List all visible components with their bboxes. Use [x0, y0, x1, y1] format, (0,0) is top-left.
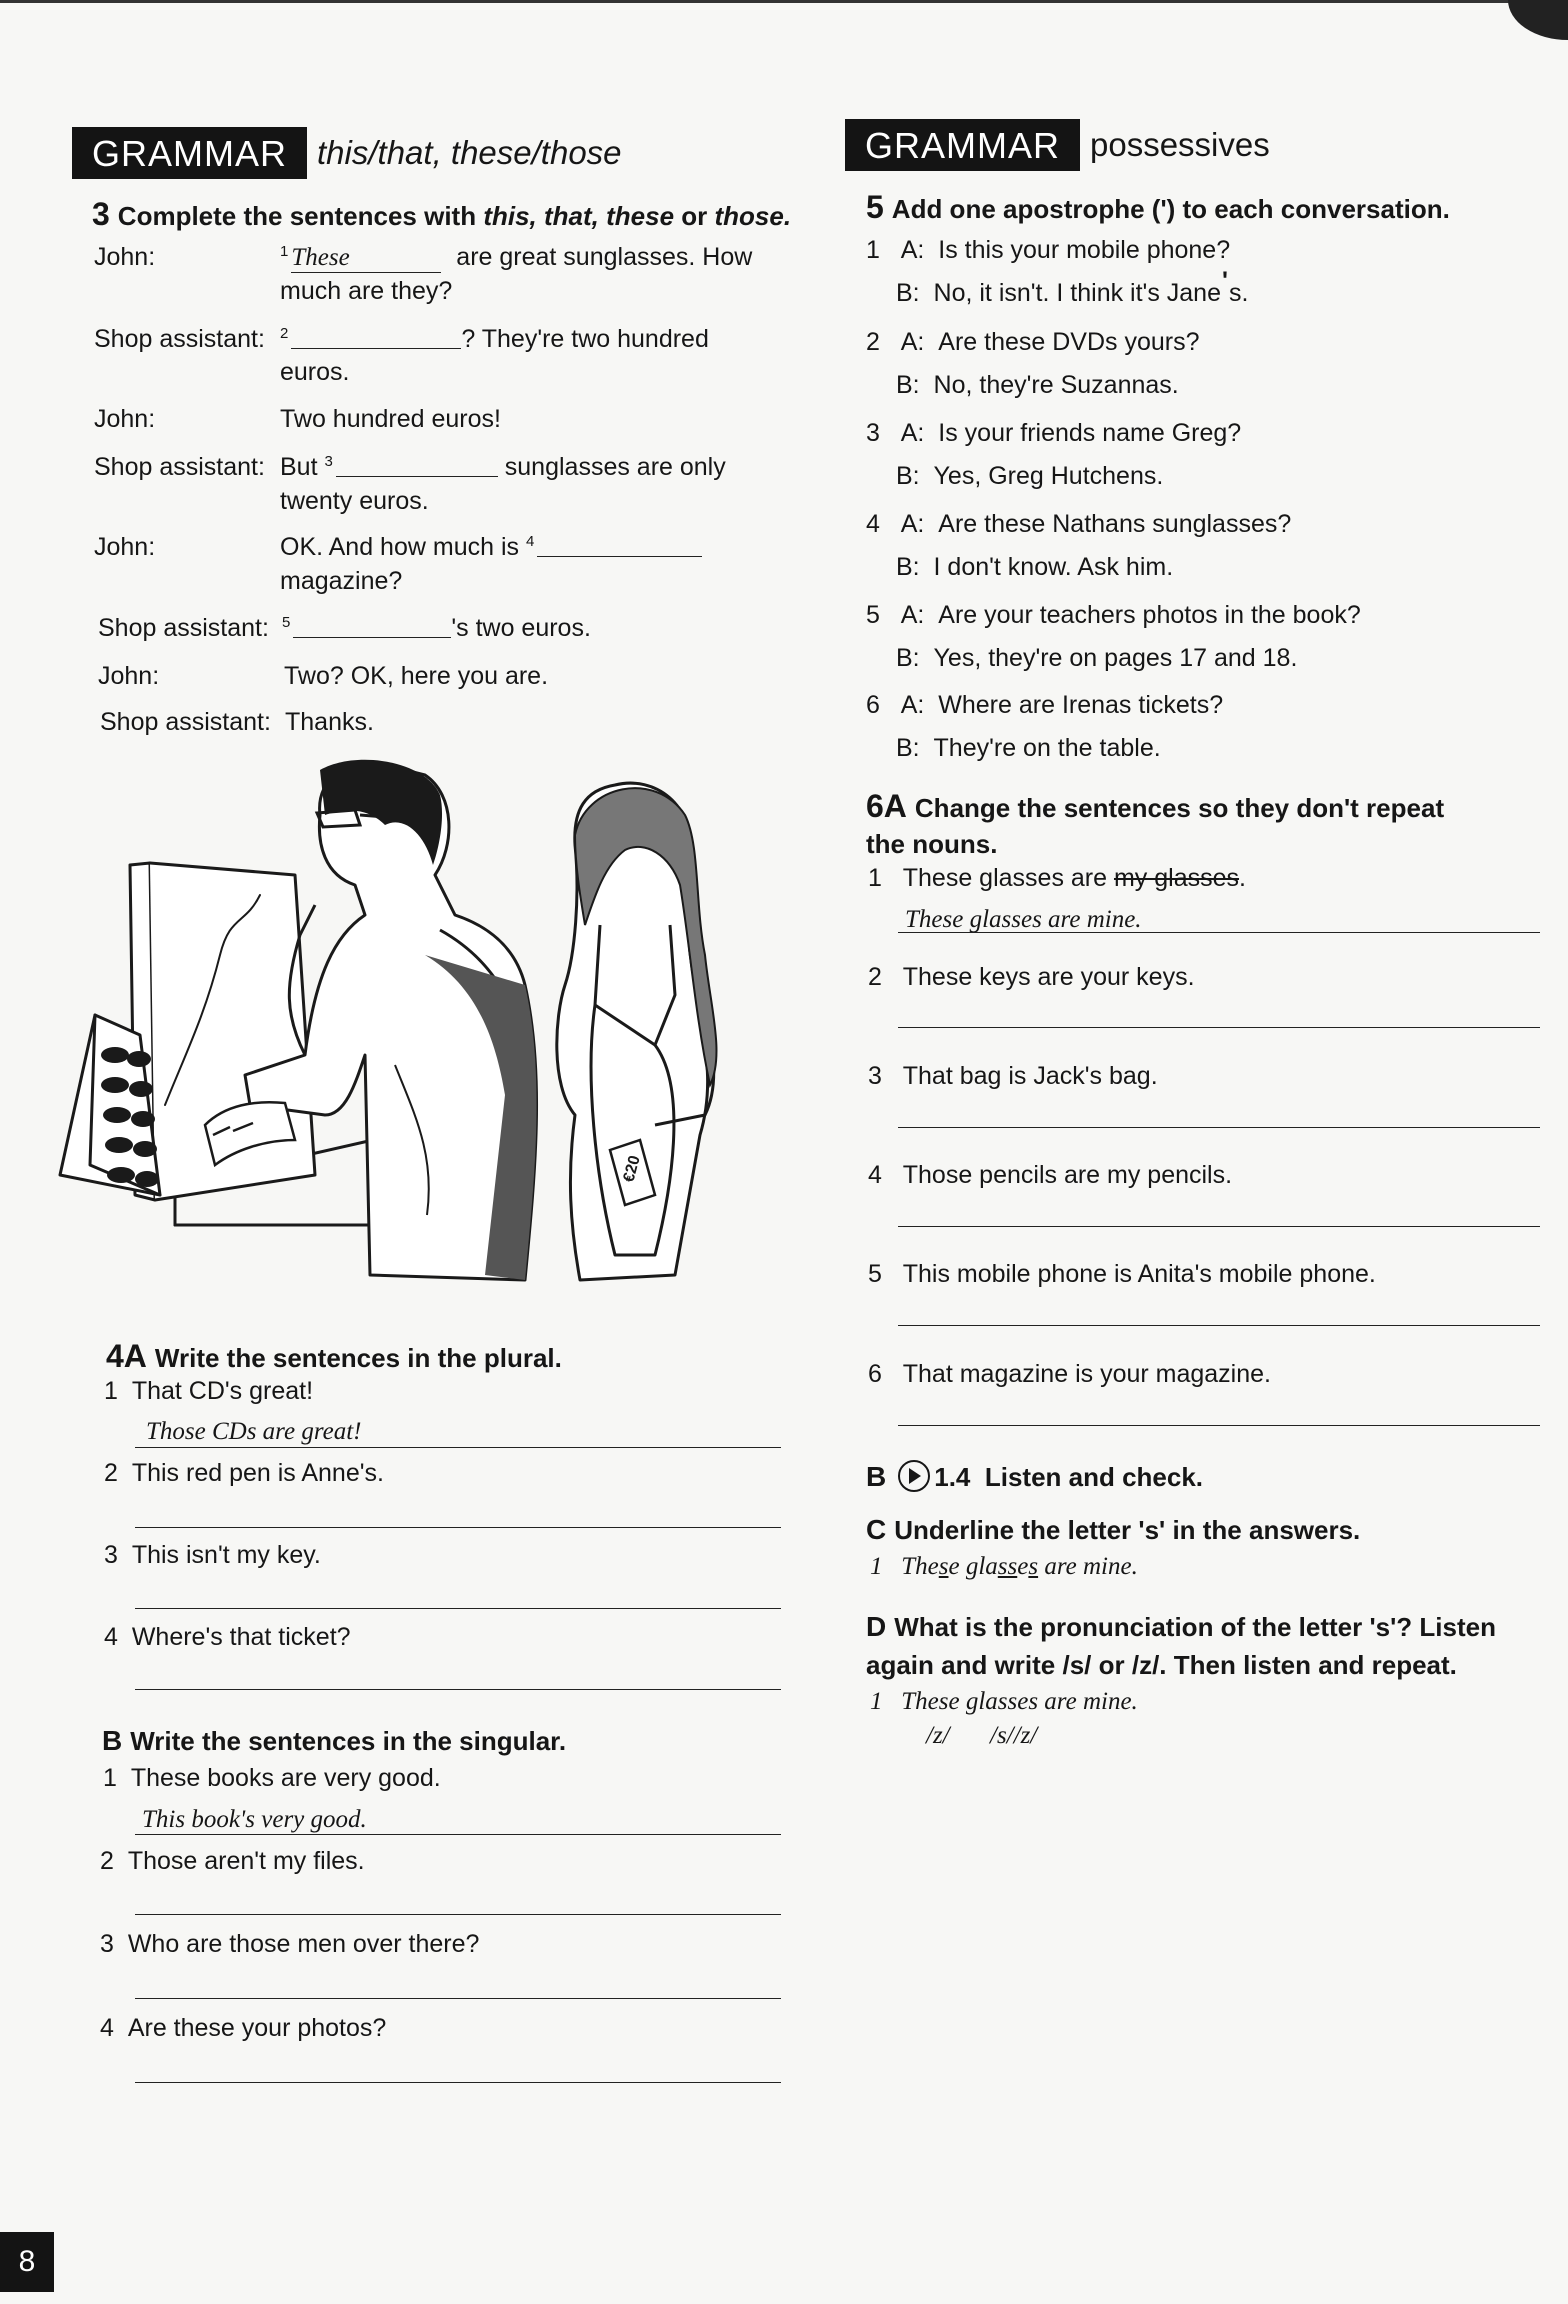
speaker: John:: [98, 662, 160, 690]
speaker: Shop assistant:: [100, 708, 271, 736]
speaker-b: B:: [896, 553, 920, 581]
ex6d-heading: [866, 1611, 1496, 1643]
ex5-heading-text: Add one apostrophe (') to each conversation.: [891, 194, 1450, 224]
answer-line[interactable]: [135, 1527, 781, 1528]
conversation-b: [896, 553, 1173, 582]
item-text: Those pencils are my pencils.: [902, 1161, 1233, 1189]
scan-edge: [0, 0, 1568, 3]
speaker-b: B:: [896, 371, 920, 399]
speaker-b: B:: [896, 279, 920, 307]
answer-blank[interactable]: [291, 244, 441, 273]
answer-blank[interactable]: [291, 328, 461, 349]
item-number: 1: [870, 1688, 883, 1715]
answer-line[interactable]: [898, 1027, 1540, 1028]
track-number: 1.4: [934, 1462, 971, 1492]
item-number: 6: [866, 691, 880, 719]
item-text: Yes, Greg Hutchens.: [933, 462, 1164, 490]
item-number: 1: [104, 1377, 118, 1405]
banner-topic: possessives: [1090, 126, 1270, 163]
struck-text: my glasses: [1113, 864, 1240, 892]
answer-line[interactable]: [898, 1425, 1540, 1426]
item-number: 5: [866, 601, 880, 629]
list-item: [868, 1062, 1158, 1091]
ex4a-heading-text: Write the sentences in the plural.: [154, 1343, 562, 1373]
speaker: Shop assistant:: [98, 614, 269, 642]
shop-illustration: [55, 755, 785, 1285]
speaker: Shop assistant:: [94, 453, 265, 481]
item-text: Is your friends name Greg?: [938, 419, 1242, 447]
example-answer: Those CDs are great!: [146, 1418, 362, 1445]
item-text: Is this your mobile phone?: [938, 236, 1231, 264]
price-tag-text: €20: [620, 1153, 644, 1185]
speaker-b: B:: [896, 734, 920, 762]
item-text: That CD's great!: [131, 1377, 314, 1405]
example-text: e gla: [948, 1553, 998, 1580]
list-item: [100, 1930, 479, 1959]
item-number: 6: [868, 1360, 882, 1388]
conversation-a: [866, 419, 1241, 448]
item-number: 4: [868, 1161, 882, 1189]
dialogue-text: sunglasses are only: [504, 453, 726, 481]
ex6d-answer-1: /z/: [926, 1722, 950, 1749]
item-text: Yes, they're on pages 17 and 18.: [933, 644, 1298, 672]
example-answer: This book's very good.: [142, 1806, 367, 1833]
dialogue-line: Two hundred euros!: [280, 405, 501, 433]
item-text: These keys are your keys.: [902, 963, 1195, 991]
answer-line[interactable]: [898, 1127, 1540, 1128]
speaker: John:: [94, 533, 156, 561]
answer-blank[interactable]: [537, 536, 702, 557]
item-text: s.: [1228, 279, 1249, 307]
item-number: 4: [100, 2014, 114, 2042]
conversation-b: [896, 267, 1249, 308]
example-answer: These glasses are mine.: [905, 906, 1142, 933]
item-number: 4: [866, 510, 880, 538]
dialogue-cont: twenty euros.: [280, 487, 429, 515]
ex6c-number: C: [866, 1514, 887, 1545]
item-number: 2: [866, 328, 880, 356]
item-number: 3: [868, 1062, 882, 1090]
ex6b-number: B: [866, 1461, 887, 1492]
conversation-a: [866, 510, 1291, 539]
list-item: [868, 963, 1195, 992]
item-text: Are these Nathans sunglasses?: [938, 510, 1292, 538]
answer-blank[interactable]: [293, 617, 451, 638]
item-text: No, it isn't. I think it's Jane: [933, 279, 1221, 307]
ex6c-heading: [866, 1514, 1360, 1546]
ex4a-heading: [106, 1338, 562, 1375]
conversation-a: [866, 691, 1223, 720]
example-text: are mine.: [1038, 1553, 1138, 1580]
list-item: [104, 1623, 351, 1652]
list-item: [868, 1260, 1376, 1289]
dialogue-cont: much are they?: [280, 277, 453, 305]
ex6a-heading: [866, 788, 1444, 825]
banner-label: GRAMMAR: [845, 119, 1080, 171]
underlined-s: ss: [997, 1553, 1018, 1580]
speaker-b: B:: [896, 462, 920, 490]
ex4b-heading: [102, 1725, 566, 1757]
item-number: 1: [868, 864, 882, 892]
conversation-b: [896, 644, 1297, 673]
speaker: Shop assistant:: [94, 325, 265, 353]
ex5-number: 5: [866, 189, 884, 225]
ex6d-heading-line1: What is the pronunciation of the letter 's'? Listen: [894, 1612, 1496, 1642]
item-text: This mobile phone is Anita's mobile phone.: [902, 1260, 1376, 1288]
answer-line[interactable]: [135, 1834, 781, 1835]
item-text: Are these DVDs yours?: [938, 328, 1200, 356]
ex6d-heading-line2: again and write /s/ or /z/. Then listen and repeat.: [866, 1650, 1457, 1680]
grammar-banner-left: [72, 127, 622, 179]
dialogue-text: OK. And how much is: [280, 533, 520, 561]
speaker-a: A:: [900, 691, 925, 719]
ex6d-example: [870, 1688, 1138, 1716]
conversation-b: [896, 462, 1163, 491]
ex3-heading-or: or: [674, 201, 715, 231]
ex6a-heading-line2: the nouns.: [866, 829, 998, 859]
list-item: [100, 2014, 386, 2043]
list-item: [868, 1161, 1232, 1190]
dialogue-text: 's two euros.: [451, 614, 591, 642]
example-answer: These: [291, 244, 350, 271]
underlined-s: s: [938, 1553, 949, 1580]
example-text: e: [1017, 1553, 1029, 1580]
answer-line[interactable]: [135, 1447, 781, 1448]
item-number: 3: [104, 1541, 118, 1569]
ex6a-number: 6A: [866, 788, 907, 824]
ex3-number: 3: [92, 196, 110, 232]
item-text: Who are those men over there?: [127, 1930, 480, 1958]
dialogue-cont: magazine?: [280, 567, 403, 595]
item-text: .: [1239, 864, 1246, 892]
list-item: [104, 1541, 321, 1570]
item-text: That bag is Jack's bag.: [902, 1062, 1158, 1090]
conversation-b: [896, 734, 1161, 763]
conversation-a: [866, 601, 1361, 630]
answer-line[interactable]: [898, 1226, 1540, 1227]
dialogue-line: [280, 453, 726, 482]
dialogue-line: [280, 325, 709, 354]
speaker-a: A:: [900, 328, 925, 356]
item-number: 2: [100, 1847, 114, 1875]
ex6c-heading-text: Underline the letter 's' in the answers.: [894, 1515, 1361, 1545]
item-number: 3: [866, 419, 880, 447]
ex4a-number: 4A: [106, 1338, 147, 1374]
dialogue-line: [280, 243, 752, 273]
underlined-s: s: [1028, 1553, 1039, 1580]
ex6c-example: [870, 1553, 1138, 1581]
dialogue-text: ? They're two hundred: [461, 325, 709, 353]
speaker-a: A:: [900, 510, 925, 538]
page-curl: [1508, 0, 1568, 40]
item-text: This isn't my key.: [131, 1541, 321, 1569]
speaker: John:: [94, 405, 156, 433]
list-item: [868, 1360, 1271, 1389]
speaker: John:: [94, 243, 156, 271]
blank-number: 1: [280, 243, 289, 260]
speaker-b: B:: [896, 644, 920, 672]
list-item: [868, 864, 1246, 893]
list-item: [100, 1847, 365, 1876]
blank-number: 2: [280, 325, 289, 342]
ex6a-heading-line1: Change the sentences so they don't repeat: [914, 793, 1445, 823]
item-number: 1: [103, 1764, 117, 1792]
item-text: Are your teachers photos in the book?: [938, 601, 1361, 629]
banner-label: GRAMMAR: [72, 127, 307, 179]
dialogue-text: are great sunglasses. How: [456, 243, 753, 271]
grammar-banner-right: [845, 119, 1270, 171]
banner-topic: this/that, these/those: [317, 134, 622, 171]
item-number: 2: [104, 1459, 118, 1487]
answer-line[interactable]: [135, 1914, 781, 1915]
item-number: 1: [870, 1553, 883, 1580]
ex6b-heading-text: Listen and check.: [984, 1462, 1204, 1492]
item-number: 3: [100, 1930, 114, 1958]
blank-number: 4: [525, 533, 535, 550]
dialogue-cont: euros.: [280, 358, 350, 386]
answer-line[interactable]: [135, 1608, 781, 1609]
ex4b-heading-text: Write the sentences in the singular.: [130, 1726, 567, 1756]
list-item: [104, 1459, 384, 1488]
speaker-a: A:: [900, 236, 925, 264]
speaker-a: A:: [900, 419, 925, 447]
ex3-heading: [92, 196, 791, 233]
item-text: That magazine is your magazine.: [902, 1360, 1271, 1388]
item-text: These glasses are: [902, 864, 1108, 892]
ex5-heading: [866, 189, 1450, 226]
ex6d-answer-2: /s//z/: [990, 1722, 1038, 1749]
dialogue-line: Thanks.: [285, 708, 374, 736]
ex6b-heading: [866, 1460, 1203, 1493]
item-text: This red pen is Anne's.: [131, 1459, 384, 1487]
ex3-heading-last: those.: [714, 201, 792, 231]
dialogue-text: But: [280, 453, 318, 481]
item-number: 4: [104, 1623, 118, 1651]
item-text: These books are very good.: [130, 1764, 441, 1792]
answer-line[interactable]: [898, 932, 1540, 933]
ex3-heading-words: this, that, these: [483, 201, 675, 231]
answer-blank[interactable]: [336, 456, 498, 477]
item-text: Are these your photos?: [127, 2014, 387, 2042]
answer-line[interactable]: [135, 1998, 781, 1999]
list-item: [103, 1764, 441, 1793]
speaker-a: A:: [900, 601, 925, 629]
ex6d-number: D: [866, 1611, 887, 1642]
conversation-a: [866, 236, 1230, 265]
item-number: 5: [868, 1260, 882, 1288]
ex3-heading-text: Complete the sentences with: [117, 201, 484, 231]
blank-number: 3: [324, 453, 333, 470]
page-number: 8: [0, 2232, 54, 2292]
answer-line[interactable]: [135, 1689, 781, 1690]
list-item: [104, 1377, 313, 1406]
ex4b-number: B: [102, 1725, 123, 1756]
dialogue-line: Two? OK, here you are.: [284, 662, 549, 690]
item-text: Those aren't my files.: [127, 1847, 365, 1875]
dialogue-line: [280, 533, 702, 562]
apostrophe-mark: ': [1221, 267, 1228, 295]
item-number: 2: [868, 963, 882, 991]
dialogue-line: [282, 614, 591, 643]
conversation-b: [896, 371, 1179, 400]
answer-line[interactable]: [898, 1325, 1540, 1326]
example-text: The: [901, 1553, 939, 1580]
blank-number: 5: [282, 614, 291, 631]
conversation-a: [866, 328, 1200, 357]
item-text: Where are Irenas tickets?: [938, 691, 1224, 719]
example-text: These glasses are mine.: [901, 1688, 1138, 1715]
item-text: No, they're Suzannas.: [933, 371, 1179, 399]
answer-line[interactable]: [135, 2082, 781, 2083]
item-text: I don't know. Ask him.: [933, 553, 1174, 581]
play-audio-icon[interactable]: [898, 1460, 930, 1492]
item-number: 1: [866, 236, 880, 264]
item-text: Where's that ticket?: [131, 1623, 351, 1651]
item-text: They're on the table.: [933, 734, 1161, 762]
